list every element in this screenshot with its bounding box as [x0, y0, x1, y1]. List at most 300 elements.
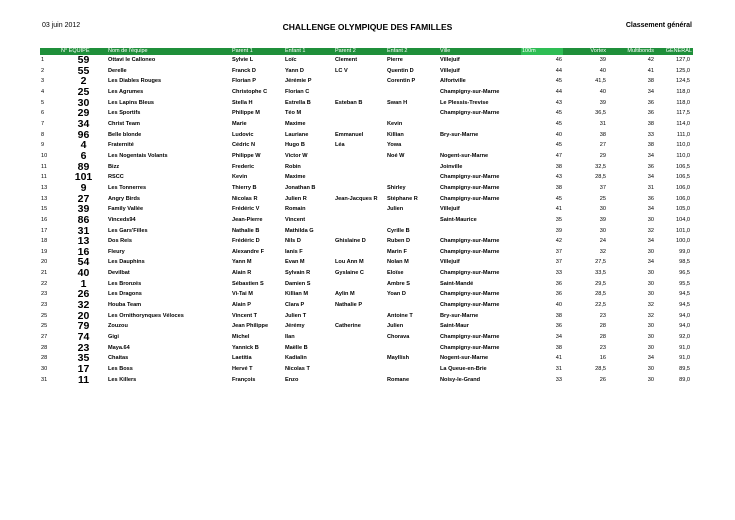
child-1-cell: Evan M: [285, 259, 305, 266]
header-child-1: Enfant 1: [284, 48, 334, 55]
score-vortex-cell: 28,5: [595, 174, 606, 181]
city-cell: Champigny-sur-Marne: [440, 248, 500, 255]
parent-2-cell: [334, 226, 386, 237]
score-multibonds-cell: 41: [647, 67, 654, 74]
child-2-cell: Kevin: [387, 120, 403, 127]
child-2-cell: [386, 108, 439, 119]
team-number-cell: 20: [77, 310, 90, 322]
table-row: [40, 151, 693, 162]
child-1-cell: Damien S: [285, 280, 311, 287]
rank-cell: 3: [41, 78, 45, 85]
city-cell: Champigny-sur-Marne: [440, 195, 500, 202]
rank-cell: 27: [41, 334, 48, 341]
score-general-cell: 118,0: [676, 99, 690, 106]
parent-2-cell: [334, 87, 386, 98]
score-multibonds-cell: 36: [647, 99, 654, 106]
score-vortex-cell: 32: [599, 248, 606, 255]
score-multibonds-cell: 38: [647, 78, 654, 85]
child-2-cell: [386, 343, 439, 354]
parent-2-cell: [334, 311, 386, 322]
rank-cell: 31: [41, 376, 48, 383]
score-vortex-cell: 29: [599, 152, 606, 159]
table-row: [40, 140, 693, 151]
score-100m-cell: 31: [555, 366, 562, 373]
table-row: [40, 247, 693, 258]
table-row: [40, 343, 693, 354]
rank-cell: 22: [41, 280, 48, 287]
parent-1-cell: Franck D: [232, 67, 256, 74]
parent-1-cell: Vi-Tai M: [232, 291, 253, 298]
score-vortex-cell: 26: [599, 376, 606, 383]
score-general-cell: 92,0: [679, 334, 690, 341]
child-1-cell: Jérémie P: [285, 78, 312, 85]
parent-1-cell: Frédéric V: [232, 206, 260, 213]
child-1-cell: Victor W: [285, 152, 308, 159]
score-general-cell: 114,0: [676, 120, 690, 127]
child-2-cell: Mayllish: [387, 355, 410, 362]
city-cell: Champigny-sur-Marne: [440, 334, 500, 341]
header-team-number: N° EQUIPE: [60, 48, 107, 55]
team-name-cell: Les Ornithorynques Véloces: [108, 312, 184, 319]
score-multibonds-cell: 36: [647, 163, 654, 170]
score-vortex-cell: 31: [599, 120, 606, 127]
child-2-cell: [386, 162, 439, 173]
parent-1-cell: François: [232, 376, 256, 383]
parent-1-cell: Philippe W: [232, 152, 261, 159]
city-cell: Villejuif: [440, 206, 460, 213]
header-rank: [40, 48, 60, 55]
rank-cell: 19: [41, 248, 48, 255]
parent-2-cell: [334, 162, 386, 173]
table-row: [40, 332, 693, 343]
score-general-cell: 127,0: [676, 57, 690, 63]
score-multibonds-cell: 34: [647, 206, 654, 213]
child-1-cell: Yann D: [285, 67, 304, 74]
table-header-row: [40, 48, 693, 55]
parent-2-cell: Catherine: [335, 323, 361, 330]
team-name-cell: Les Tonnerres: [108, 184, 147, 191]
parent-1-cell: Alain R: [232, 270, 252, 277]
parent-2-cell: [334, 204, 386, 215]
city-cell: Le Plessis-Trevise: [440, 99, 489, 106]
score-multibonds-cell: 34: [647, 152, 654, 159]
score-multibonds-cell: 34: [647, 88, 654, 95]
child-2-cell: Ruben D: [387, 238, 410, 245]
rank-cell: 2: [41, 67, 45, 74]
team-number-cell: 34: [77, 118, 90, 130]
team-name-cell: Derelle: [108, 67, 127, 74]
score-100m-cell: 45: [555, 142, 562, 149]
score-100m-cell: 33: [555, 376, 562, 383]
score-vortex-cell: 40: [599, 67, 606, 74]
child-2-cell: Noé W: [387, 152, 405, 159]
score-vortex-cell: 29,5: [595, 280, 606, 287]
team-number-cell: 11: [77, 374, 90, 386]
score-100m-cell: 34: [555, 334, 562, 341]
score-general-cell: 106,0: [676, 195, 690, 202]
table-row: [40, 353, 693, 364]
team-name-cell: Maya.64: [108, 344, 130, 351]
score-vortex-cell: 28,5: [595, 366, 606, 373]
child-1-cell: Julien T: [285, 312, 307, 319]
child-1-cell: Clara P: [285, 302, 305, 309]
parent-2-cell: Nathalie P: [335, 302, 363, 309]
table-row: [40, 236, 693, 247]
score-vortex-cell: 30: [599, 206, 606, 213]
rank-cell: 23: [41, 291, 48, 298]
child-2-cell: Chorava: [387, 334, 410, 341]
rank-cell: 23: [41, 302, 48, 309]
table-row: [40, 162, 693, 173]
score-vortex-cell: 39: [599, 99, 606, 106]
parent-2-cell: [334, 332, 386, 343]
score-general-cell: 91,0: [679, 344, 690, 351]
score-100m-cell: 42: [555, 238, 562, 245]
rank-cell: 28: [41, 355, 48, 362]
city-cell: Villejuif: [440, 67, 460, 74]
team-number-cell: 27: [77, 193, 90, 205]
score-100m-cell: 45: [555, 78, 562, 85]
table-row: [40, 194, 693, 205]
table-row: [40, 321, 693, 332]
team-name-cell: Bizz: [108, 163, 120, 170]
score-vortex-cell: 38: [599, 131, 606, 138]
team-name-cell: RSCC: [108, 174, 124, 181]
score-100m-cell: 37: [555, 259, 562, 266]
team-name-cell: Les Killers: [108, 376, 137, 383]
city-cell: Champigny-sur-Marne: [440, 344, 500, 351]
score-100m-cell: 45: [555, 110, 562, 117]
parent-1-cell: Yannick B: [232, 344, 259, 351]
parent-1-cell: Sylvie L: [232, 57, 254, 63]
score-100m-cell: 33: [555, 270, 562, 277]
score-vortex-cell: 22,5: [595, 302, 606, 309]
team-number-cell: 2: [80, 76, 87, 87]
parent-2-cell: [334, 353, 386, 364]
child-2-cell: Pierre: [387, 57, 403, 63]
score-vortex-cell: 40: [599, 88, 606, 95]
parent-1-cell: Frédéric D: [232, 238, 260, 245]
city-cell: Saint-Maur: [440, 323, 469, 330]
table-row: [40, 98, 693, 109]
score-vortex-cell: 33,5: [595, 270, 606, 277]
score-multibonds-cell: 42: [647, 57, 654, 63]
child-1-cell: Romain: [285, 206, 306, 213]
team-name-cell: Angry Birds: [108, 195, 141, 202]
team-name-cell: Les Dauphins: [108, 259, 145, 266]
team-number-cell: 74: [77, 332, 90, 343]
parent-2-cell: [334, 343, 386, 354]
score-vortex-cell: 27: [599, 142, 606, 149]
score-100m-cell: 41: [555, 355, 562, 362]
child-1-cell: Mathilda G: [285, 227, 314, 234]
print-date: 03 juin 2012: [42, 22, 81, 29]
score-multibonds-cell: 31: [647, 184, 654, 191]
team-name-cell: Les Boss: [108, 366, 133, 373]
child-2-cell: Killian: [387, 131, 404, 138]
rank-cell: 15: [41, 206, 48, 213]
header-general: GENERAL: [655, 48, 693, 55]
child-2-cell: [386, 300, 439, 311]
city-cell: Nogent-sur-Marne: [440, 152, 489, 159]
score-vortex-cell: 39: [599, 57, 606, 63]
city-cell: [439, 119, 521, 130]
score-100m-cell: 38: [555, 312, 562, 319]
city-cell: Villejuif: [440, 57, 460, 63]
child-2-cell: Swan H: [387, 99, 408, 106]
team-number-cell: 6: [80, 150, 87, 162]
child-2-cell: Marin F: [387, 248, 407, 255]
score-100m-cell: 46: [555, 57, 562, 63]
score-100m-cell: 45: [555, 195, 562, 202]
rank-cell: 17: [41, 227, 48, 234]
score-100m-cell: 39: [555, 227, 562, 234]
score-general-cell: 89,5: [679, 366, 690, 373]
score-general-cell: 125,0: [676, 67, 690, 74]
header-parent-2: Parent 2: [334, 48, 386, 55]
rank-cell: 20: [41, 259, 48, 266]
score-general-cell: 99,0: [679, 248, 690, 255]
score-general-cell: 95,5: [679, 280, 690, 287]
parent-2-cell: [334, 364, 386, 375]
child-2-cell: [386, 215, 439, 226]
child-2-cell: [386, 172, 439, 183]
table-row: [40, 76, 693, 87]
team-number-cell: 17: [77, 364, 90, 375]
parent-1-cell: Christophe C: [232, 88, 268, 95]
parent-2-cell: Esteban B: [335, 99, 363, 106]
parent-2-cell: Lou Ann M: [335, 259, 364, 266]
team-name-cell: Belle blonde: [108, 131, 142, 138]
parent-2-cell: [334, 279, 386, 290]
rank-cell: 13: [41, 195, 48, 202]
score-general-cell: 94,0: [679, 323, 690, 330]
rank-cell: 25: [41, 312, 48, 319]
parent-2-cell: Aylin M: [335, 291, 355, 298]
team-number-cell: 79: [77, 321, 90, 333]
parent-2-cell: [334, 375, 386, 386]
child-1-cell: Estrella B: [285, 99, 311, 106]
score-general-cell: 94,5: [679, 291, 690, 298]
city-cell: Noisy-le-Grand: [440, 376, 481, 383]
team-name-cell: Vinceds94: [108, 216, 136, 223]
parent-1-cell: Jean Philippe: [232, 323, 269, 330]
parent-1-cell: Ludovic: [232, 131, 254, 138]
score-multibonds-cell: 34: [647, 355, 654, 362]
rank-cell: 1: [41, 57, 45, 63]
score-general-cell: 94,0: [679, 312, 690, 319]
score-100m-cell: 38: [555, 163, 562, 170]
city-cell: Champigny-sur-Marne: [440, 302, 500, 309]
score-100m-cell: 43: [555, 99, 562, 106]
child-1-cell: Maëlle B: [285, 344, 308, 351]
child-1-cell: Lauriane: [285, 131, 309, 138]
team-name-cell: Les Nogentais Volants: [108, 152, 168, 159]
table-row: [40, 130, 693, 141]
table-row: [40, 215, 693, 226]
parent-1-cell: Yann M: [232, 259, 252, 266]
score-general-cell: 100,0: [676, 238, 690, 245]
child-1-cell: Florian C: [285, 88, 310, 95]
score-multibonds-cell: 32: [647, 302, 654, 309]
city-cell: Joinville: [440, 163, 463, 170]
rank-cell: 16: [41, 216, 48, 223]
parent-2-cell: [334, 215, 386, 226]
child-1-cell: Vincent: [285, 216, 306, 223]
score-general-cell: 118,0: [676, 88, 690, 95]
city-cell: Champigny-sur-Marne: [440, 88, 500, 95]
child-2-cell: Romane: [387, 376, 410, 383]
child-2-cell: Julien: [387, 323, 404, 330]
child-2-cell: Shirley: [387, 184, 406, 191]
team-number-cell: 55: [77, 65, 90, 77]
team-number-cell: 23: [77, 342, 90, 354]
score-general-cell: 110,0: [676, 152, 690, 159]
score-100m-cell: 47: [555, 152, 562, 159]
score-general-cell: 117,5: [676, 110, 690, 117]
parent-2-cell: [334, 119, 386, 130]
parent-1-cell: Cédric N: [232, 142, 256, 149]
rank-cell: 4: [41, 88, 45, 95]
header-vortex: Vortex: [563, 48, 607, 55]
child-1-cell: Jonathan B: [285, 184, 316, 191]
score-100m-cell: 44: [555, 67, 562, 74]
child-1-cell: Loïc: [285, 57, 297, 63]
child-1-cell: Robin: [285, 163, 301, 170]
table-row: [40, 204, 693, 215]
child-1-cell: Téo M: [285, 110, 302, 117]
child-2-cell: Quentin D: [387, 67, 414, 74]
score-multibonds-cell: 32: [647, 312, 654, 319]
city-cell: Champigny-sur-Marne: [440, 110, 500, 117]
score-multibonds-cell: 30: [647, 216, 654, 223]
parent-1-cell: Alexandre F: [232, 248, 265, 255]
header-child-2: Enfant 2: [386, 48, 439, 55]
city-cell: Nogent-sur-Marne: [440, 355, 489, 362]
score-general-cell: 104,0: [676, 216, 690, 223]
score-vortex-cell: 28,5: [595, 291, 606, 298]
child-1-cell: Ilan: [285, 334, 295, 341]
score-multibonds-cell: 30: [647, 323, 654, 330]
score-100m-cell: 35: [555, 216, 562, 223]
table-row: [40, 364, 693, 375]
page-title: CHALLENGE OLYMPIQUE DES FAMILLES: [282, 22, 453, 32]
city-cell: Bry-sur-Marne: [440, 131, 479, 138]
score-multibonds-cell: 36: [647, 195, 654, 202]
rank-cell: 25: [41, 323, 48, 330]
city-cell: [439, 140, 521, 151]
child-2-cell: Antoine T: [387, 312, 413, 319]
parent-1-cell: Nicolas R: [232, 195, 258, 202]
team-number-cell: 59: [77, 55, 90, 66]
city-cell: Saint-Mandé: [440, 280, 474, 287]
score-vortex-cell: 25: [599, 195, 606, 202]
score-100m-cell: 40: [555, 302, 562, 309]
parent-1-cell: Sébastien S: [232, 280, 264, 287]
score-100m-cell: 36: [555, 280, 562, 287]
team-name-cell: Les Bronzés: [108, 280, 142, 287]
team-name-cell: Les Gars'Filles: [108, 227, 148, 234]
child-2-cell: Nolan M: [387, 259, 409, 266]
team-number-cell: 26: [77, 289, 90, 301]
child-1-cell: Ianis F: [285, 248, 303, 255]
child-1-cell: Killian M: [285, 291, 308, 298]
score-multibonds-cell: 34: [647, 174, 654, 181]
parent-2-cell: [334, 151, 386, 162]
rank-cell: 9: [41, 142, 45, 149]
score-100m-cell: 41: [555, 206, 562, 213]
table-row: [40, 87, 693, 98]
team-name-cell: Zouzou: [108, 323, 128, 330]
table-row: [40, 183, 693, 194]
parent-1-cell: Kevin: [232, 174, 248, 181]
parent-1-cell: Nathalie B: [232, 227, 260, 234]
child-2-cell: [386, 87, 439, 98]
team-number-cell: 86: [77, 214, 90, 226]
team-number-cell: 13: [77, 236, 90, 247]
team-name-cell: Fraternité: [108, 142, 134, 149]
score-multibonds-cell: 30: [647, 344, 654, 351]
team-number-cell: 25: [77, 86, 90, 98]
score-multibonds-cell: 34: [647, 238, 654, 245]
parent-1-cell: Marie: [232, 120, 247, 127]
score-multibonds-cell: 38: [647, 142, 654, 149]
team-name-cell: Gigi: [108, 334, 119, 341]
table-row: [40, 119, 693, 130]
score-general-cell: 106,5: [676, 163, 690, 170]
score-general-cell: 111,0: [676, 131, 690, 138]
ranking-label: Classement général: [625, 22, 692, 29]
parent-1-cell: Laetitia: [232, 355, 252, 362]
team-number-cell: 96: [77, 129, 90, 141]
team-name-cell: Les Agrumes: [108, 88, 144, 95]
score-vortex-cell: 16: [599, 355, 606, 362]
score-general-cell: 110,0: [676, 142, 690, 149]
score-general-cell: 101,0: [676, 227, 690, 234]
parent-1-cell: Hervé T: [232, 366, 253, 373]
score-100m-cell: 45: [555, 120, 562, 127]
score-general-cell: 105,0: [676, 206, 690, 213]
score-vortex-cell: 30: [599, 227, 606, 234]
score-multibonds-cell: 30: [647, 270, 654, 277]
team-number-cell: 40: [77, 268, 90, 279]
team-name-cell: Les Diables Rouges: [108, 78, 162, 85]
score-general-cell: 106,0: [676, 184, 690, 191]
team-number-cell: 35: [77, 353, 90, 365]
team-name-cell: Ottavi le Calloneo: [108, 57, 156, 63]
child-1-cell: Maxime: [285, 174, 306, 181]
city-cell: Champigny-sur-Marne: [440, 184, 500, 191]
parent-2-cell: [334, 183, 386, 194]
score-vortex-cell: 37: [599, 184, 606, 191]
rank-cell: 21: [41, 270, 48, 277]
city-cell: La Queue-en-Brie: [440, 366, 487, 373]
score-vortex-cell: 28: [599, 323, 606, 330]
city-cell: Champigny-sur-Marne: [440, 174, 500, 181]
child-1-cell: Maxime: [285, 120, 306, 127]
child-2-cell: Cyrille B: [387, 227, 410, 234]
parent-2-cell: Jean-Jacques R: [335, 195, 378, 202]
child-2-cell: [386, 364, 439, 375]
score-general-cell: 91,0: [679, 355, 690, 362]
score-100m-cell: 37: [555, 248, 562, 255]
rank-cell: 11: [41, 163, 47, 170]
parent-1-cell: Thierry B: [232, 184, 257, 191]
team-number-cell: 31: [77, 225, 90, 237]
score-multibonds-cell: 30: [647, 280, 654, 287]
table-row: [40, 289, 693, 300]
rank-cell: 11: [41, 174, 47, 181]
